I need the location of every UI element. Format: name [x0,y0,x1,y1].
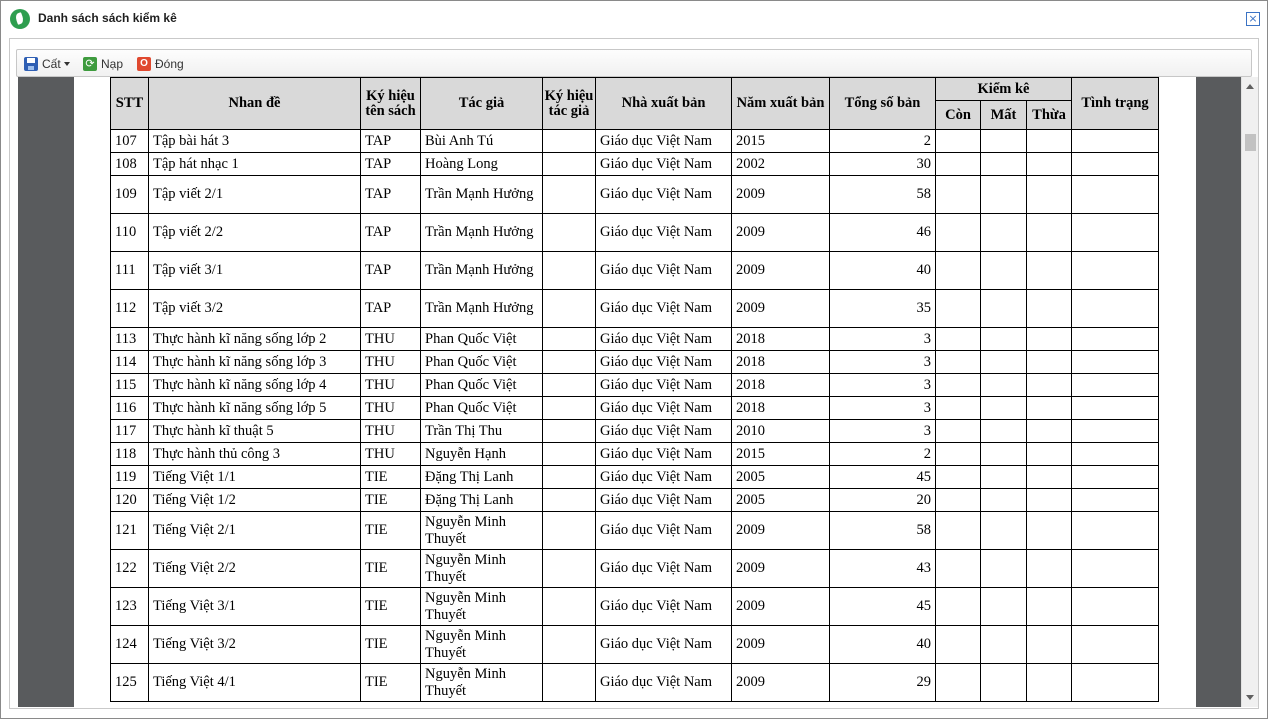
cell-stt: 123 [111,588,149,626]
cell-total: 3 [830,374,936,397]
cell-publisher: Giáo dục Việt Nam [596,252,732,290]
cell-status [1072,626,1159,664]
col-header-status: Tình trạng [1072,78,1159,130]
cell-publisher: Giáo dục Việt Nam [596,664,732,702]
col-header-title: Nhan đề [149,78,361,130]
table-row [111,420,1159,443]
cell-year: 2009 [732,664,830,702]
cell-title: Tiếng Việt 2/1 [149,512,361,550]
cell-stt: 112 [111,290,149,328]
cell-book-code: THU [361,328,421,351]
title-bar [1,1,1267,35]
cell-year: 2009 [732,252,830,290]
cell-author: Nguyễn Minh Thuyết [421,626,543,664]
cell-total: 2 [830,443,936,466]
cell-author-code [543,351,596,374]
cell-author-code [543,290,596,328]
cell-title: Tiếng Việt 3/1 [149,588,361,626]
cell-title: Thực hành kĩ năng sống lớp 3 [149,351,361,374]
col-header-remaining: Còn [936,101,981,130]
cell-author-code [543,466,596,489]
cell-total: 3 [830,328,936,351]
cell-extra [1027,512,1072,550]
cell-lost [981,214,1027,252]
col-header-stt: STT [111,78,149,130]
cell-remaining [936,664,981,702]
cell-remaining [936,420,981,443]
cell-title: Tập viết 3/2 [149,290,361,328]
cell-extra [1027,664,1072,702]
cell-remaining [936,397,981,420]
cell-total: 3 [830,397,936,420]
cell-book-code: THU [361,397,421,420]
cell-book-code: THU [361,374,421,397]
cell-remaining [936,351,981,374]
cell-publisher: Giáo dục Việt Nam [596,626,732,664]
cell-year: 2018 [732,397,830,420]
close-report-button[interactable] [137,54,184,74]
cell-extra [1027,351,1072,374]
cell-total: 35 [830,290,936,328]
scroll-thumb[interactable] [1245,134,1256,151]
cell-status [1072,443,1159,466]
cell-book-code: TAP [361,290,421,328]
cell-year: 2015 [732,443,830,466]
cell-stt: 111 [111,252,149,290]
cell-author-code [543,176,596,214]
cell-status [1072,664,1159,702]
cell-status [1072,489,1159,512]
cell-total: 29 [830,664,936,702]
cell-title: Thực hành kĩ thuật 5 [149,420,361,443]
report-frame [9,38,1259,709]
cell-remaining [936,252,981,290]
cell-publisher: Giáo dục Việt Nam [596,550,732,588]
cell-year: 2009 [732,512,830,550]
scroll-down-icon[interactable] [1246,695,1254,700]
cell-book-code: TIE [361,512,421,550]
col-header-lost: Mất [981,101,1027,130]
table-row [111,252,1159,290]
cell-publisher: Giáo dục Việt Nam [596,153,732,176]
inventory-table [110,77,1159,702]
cell-year: 2009 [732,588,830,626]
cell-author: Đặng Thị Lanh [421,466,543,489]
cell-extra [1027,290,1072,328]
cell-publisher: Giáo dục Việt Nam [596,351,732,374]
cell-status [1072,351,1159,374]
cell-book-code: THU [361,351,421,374]
cell-title: Tiếng Việt 1/2 [149,489,361,512]
cell-remaining [936,214,981,252]
cell-year: 2018 [732,351,830,374]
cell-title: Tập viết 3/1 [149,252,361,290]
cell-author: Nguyễn Minh Thuyết [421,664,543,702]
cell-stt: 107 [111,130,149,153]
cell-stt: 118 [111,443,149,466]
cell-status [1072,397,1159,420]
cell-publisher: Giáo dục Việt Nam [596,588,732,626]
cell-year: 2005 [732,466,830,489]
cell-author-code [543,252,596,290]
cell-book-code: TIE [361,588,421,626]
cell-publisher: Giáo dục Việt Nam [596,397,732,420]
cell-stt: 115 [111,374,149,397]
cell-book-code: TIE [361,489,421,512]
reload-button[interactable] [83,54,123,74]
cell-stt: 114 [111,351,149,374]
cell-stt: 117 [111,420,149,443]
cell-author-code [543,489,596,512]
table-row [111,374,1159,397]
save-button-label: Cất [42,57,61,71]
cell-stt: 113 [111,328,149,351]
cell-stt: 122 [111,550,149,588]
cell-author-code [543,130,596,153]
cell-remaining [936,176,981,214]
cell-publisher: Giáo dục Việt Nam [596,466,732,489]
refresh-icon: ⟳ [83,57,97,71]
cell-author-code [543,588,596,626]
cell-remaining [936,374,981,397]
table-body [111,130,1159,702]
cell-remaining [936,626,981,664]
cell-book-code: TIE [361,664,421,702]
cell-publisher: Giáo dục Việt Nam [596,512,732,550]
cell-year: 2009 [732,214,830,252]
cell-status [1072,252,1159,290]
cell-status [1072,176,1159,214]
cell-lost [981,626,1027,664]
table-row [111,512,1159,550]
cell-extra [1027,397,1072,420]
cell-lost [981,397,1027,420]
cell-lost [981,130,1027,153]
cell-status [1072,550,1159,588]
table-row [111,588,1159,626]
cell-lost [981,153,1027,176]
cell-status [1072,588,1159,626]
cell-author: Phan Quốc Việt [421,351,543,374]
cell-year: 2018 [732,374,830,397]
cell-author: Trần Mạnh Hưởng [421,252,543,290]
cell-year: 2009 [732,550,830,588]
cell-status [1072,328,1159,351]
cell-total: 3 [830,351,936,374]
cell-author: Nguyễn Minh Thuyết [421,588,543,626]
cell-year: 2009 [732,176,830,214]
table-row [111,397,1159,420]
cell-author-code [543,664,596,702]
cell-book-code: TIE [361,550,421,588]
toolbar [16,49,1252,77]
cell-total: 58 [830,176,936,214]
cell-book-code: TIE [361,466,421,489]
cell-author-code [543,374,596,397]
cell-author: Hoàng Long [421,153,543,176]
col-header-book-code: Ký hiệu tên sách [361,78,421,130]
cell-year: 2018 [732,328,830,351]
cell-book-code: TAP [361,252,421,290]
cell-title: Tập viết 2/1 [149,176,361,214]
cell-total: 45 [830,588,936,626]
cell-extra [1027,176,1072,214]
col-header-total: Tổng số bản [830,78,936,130]
cell-book-code: TAP [361,214,421,252]
cell-author: Phan Quốc Việt [421,397,543,420]
table-row [111,489,1159,512]
cell-author-code [543,443,596,466]
cell-remaining [936,489,981,512]
cell-lost [981,588,1027,626]
cell-stt: 110 [111,214,149,252]
cell-author: Phan Quốc Việt [421,374,543,397]
col-header-author: Tác giả [421,78,543,130]
save-button[interactable] [24,54,70,74]
cell-total: 40 [830,626,936,664]
scroll-up-icon[interactable] [1246,84,1254,89]
col-header-year: Năm xuất bản [732,78,830,130]
cell-extra [1027,130,1072,153]
report-page [74,77,1196,707]
cell-author-code [543,420,596,443]
cell-author: Trần Mạnh Hưởng [421,290,543,328]
table-row [111,153,1159,176]
table-row [111,290,1159,328]
cell-publisher: Giáo dục Việt Nam [596,374,732,397]
cell-lost [981,489,1027,512]
cell-author: Nguyễn Minh Thuyết [421,512,543,550]
cell-stt: 109 [111,176,149,214]
cell-remaining [936,290,981,328]
col-header-inventory: Kiểm kê [936,78,1072,101]
cell-remaining [936,328,981,351]
cell-extra [1027,489,1072,512]
cell-publisher: Giáo dục Việt Nam [596,328,732,351]
cell-extra [1027,443,1072,466]
cell-lost [981,550,1027,588]
cell-author-code [543,328,596,351]
cell-extra [1027,550,1072,588]
cell-lost [981,512,1027,550]
cell-author: Đặng Thị Lanh [421,489,543,512]
cell-status [1072,512,1159,550]
cell-total: 30 [830,153,936,176]
floppy-disk-icon [24,57,38,71]
cell-extra [1027,420,1072,443]
col-header-publisher: Nhà xuất bản [596,78,732,130]
cell-lost [981,290,1027,328]
cell-total: 45 [830,466,936,489]
cell-status [1072,374,1159,397]
cell-book-code: THU [361,443,421,466]
cell-stt: 121 [111,512,149,550]
cell-status [1072,290,1159,328]
cell-book-code: THU [361,420,421,443]
cell-stt: 120 [111,489,149,512]
table-row [111,351,1159,374]
cell-extra [1027,588,1072,626]
cell-extra [1027,153,1072,176]
cell-publisher: Giáo dục Việt Nam [596,443,732,466]
cell-title: Thực hành thủ công 3 [149,443,361,466]
cell-book-code: TAP [361,176,421,214]
cell-lost [981,374,1027,397]
window-close-button[interactable]: × [1246,12,1260,26]
cell-publisher: Giáo dục Việt Nam [596,290,732,328]
cell-stt: 119 [111,466,149,489]
cell-remaining [936,153,981,176]
table-row [111,664,1159,702]
cell-status [1072,214,1159,252]
cell-total: 3 [830,420,936,443]
cell-status [1072,153,1159,176]
table-row [111,466,1159,489]
col-header-extra: Thừa [1027,101,1072,130]
cell-author: Nguyễn Hạnh [421,443,543,466]
cell-status [1072,420,1159,443]
cell-book-code: TAP [361,153,421,176]
cell-year: 2010 [732,420,830,443]
cell-publisher: Giáo dục Việt Nam [596,176,732,214]
cell-lost [981,176,1027,214]
cell-author: Trần Thị Thu [421,420,543,443]
cell-publisher: Giáo dục Việt Nam [596,130,732,153]
cell-remaining [936,588,981,626]
cell-author-code [543,626,596,664]
cell-publisher: Giáo dục Việt Nam [596,489,732,512]
cell-total: 58 [830,512,936,550]
table-row [111,130,1159,153]
cell-remaining [936,130,981,153]
cell-remaining [936,512,981,550]
cell-extra [1027,252,1072,290]
cell-title: Tiếng Việt 1/1 [149,466,361,489]
power-icon: O [137,57,151,71]
cell-title: Tiếng Việt 4/1 [149,664,361,702]
cell-title: Tiếng Việt 2/2 [149,550,361,588]
cell-publisher: Giáo dục Việt Nam [596,214,732,252]
cell-remaining [936,466,981,489]
cell-stt: 125 [111,664,149,702]
cell-author: Phan Quốc Việt [421,328,543,351]
cell-remaining [936,443,981,466]
cell-title: Tập hát nhạc 1 [149,153,361,176]
cell-year: 2005 [732,489,830,512]
cell-title: Thực hành kĩ năng sống lớp 5 [149,397,361,420]
chevron-down-icon[interactable] [64,62,70,66]
cell-publisher: Giáo dục Việt Nam [596,420,732,443]
cell-stt: 116 [111,397,149,420]
cell-author-code [543,550,596,588]
cell-extra [1027,328,1072,351]
cell-lost [981,664,1027,702]
cell-status [1072,466,1159,489]
cell-author-code [543,153,596,176]
cell-author-code [543,214,596,252]
cell-year: 2009 [732,290,830,328]
table-row [111,214,1159,252]
report-viewer[interactable] [18,77,1252,707]
table-row [111,328,1159,351]
cell-total: 40 [830,252,936,290]
cell-year: 2002 [732,153,830,176]
reload-button-label: Nạp [101,57,124,71]
cell-extra [1027,626,1072,664]
cell-lost [981,252,1027,290]
table-row [111,626,1159,664]
window-title: Danh sách sách kiểm kê [38,11,177,25]
cell-year: 2015 [732,130,830,153]
table-row [111,443,1159,466]
cell-lost [981,328,1027,351]
cell-remaining [936,550,981,588]
leaf-logo-icon [10,9,30,29]
cell-extra [1027,374,1072,397]
cell-title: Thực hành kĩ năng sống lớp 2 [149,328,361,351]
cell-author: Bùi Anh Tú [421,130,543,153]
cell-author-code [543,397,596,420]
cell-title: Tiếng Việt 3/2 [149,626,361,664]
table-header-row [111,78,1159,101]
cell-total: 46 [830,214,936,252]
cell-stt: 124 [111,626,149,664]
cell-total: 43 [830,550,936,588]
cell-lost [981,443,1027,466]
cell-total: 20 [830,489,936,512]
cell-lost [981,420,1027,443]
cell-book-code: TIE [361,626,421,664]
cell-title: Tập viết 2/2 [149,214,361,252]
cell-total: 2 [830,130,936,153]
col-header-author-code: Ký hiệu tác giả [543,78,596,130]
cell-author-code [543,512,596,550]
vertical-scrollbar[interactable] [1241,77,1258,707]
table-row [111,176,1159,214]
cell-extra [1027,214,1072,252]
cell-title: Thực hành kĩ năng sống lớp 4 [149,374,361,397]
cell-author: Nguyễn Minh Thuyết [421,550,543,588]
cell-year: 2009 [732,626,830,664]
cell-lost [981,351,1027,374]
cell-title: Tập bài hát 3 [149,130,361,153]
cell-status [1072,130,1159,153]
close-report-button-label: Đóng [155,57,184,71]
cell-stt: 108 [111,153,149,176]
cell-extra [1027,466,1072,489]
cell-lost [981,466,1027,489]
table-row [111,550,1159,588]
cell-author: Trần Mạnh Hưởng [421,214,543,252]
cell-book-code: TAP [361,130,421,153]
cell-author: Trần Mạnh Hưởng [421,176,543,214]
